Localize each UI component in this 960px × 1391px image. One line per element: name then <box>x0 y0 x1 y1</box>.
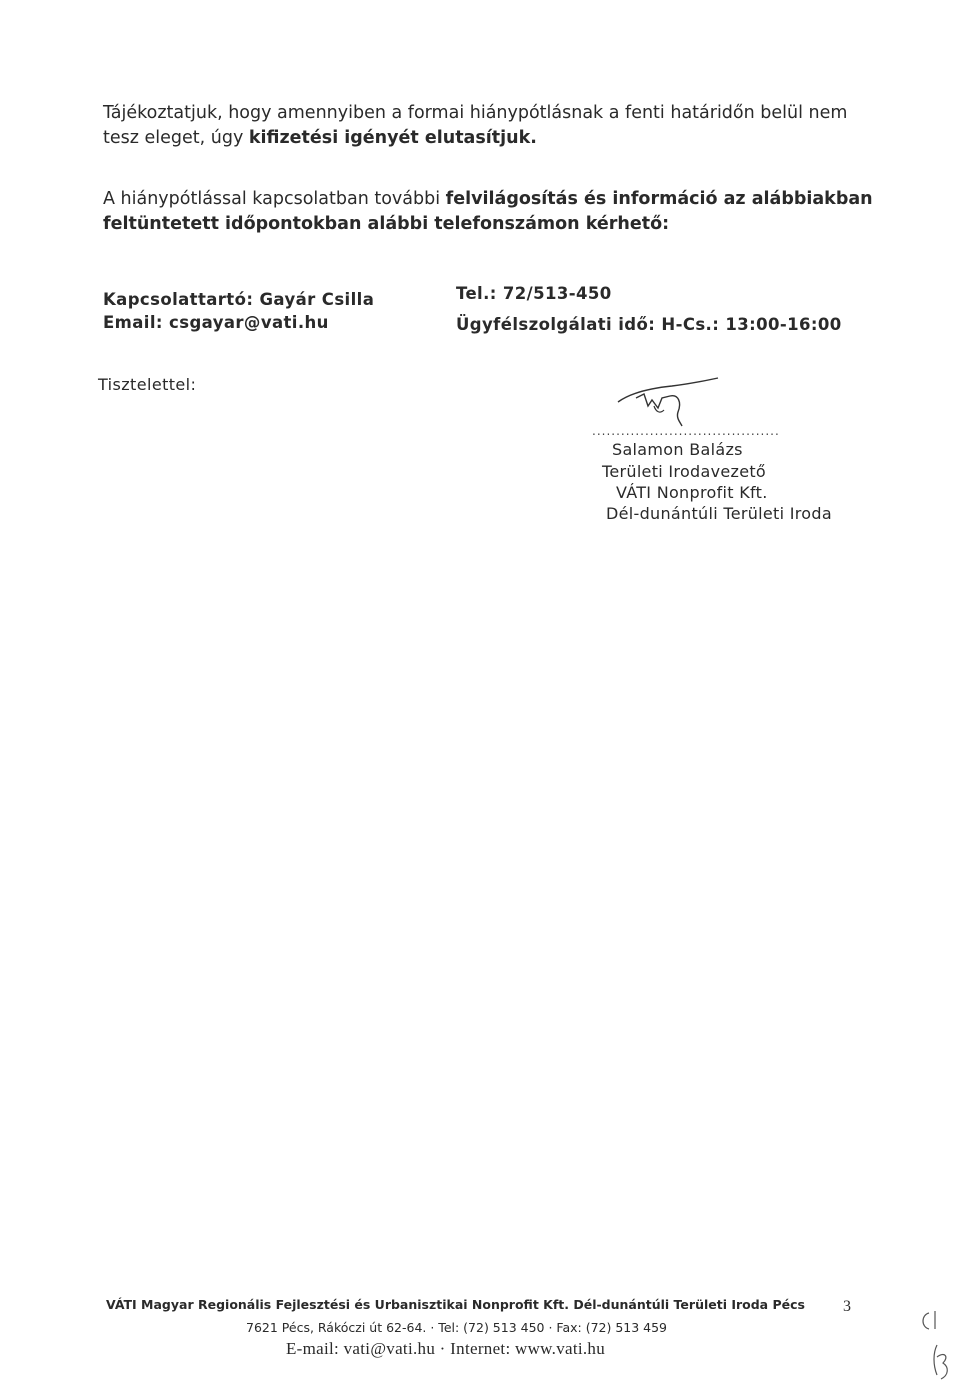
paragraph-1-line-1: Tájékoztatjuk, hogy amennyiben a formai hiánypótlásnak a fenti határidőn belül nem <box>103 103 848 123</box>
signer-title: Területi Irodavezető <box>602 462 767 481</box>
paragraph-1-line-2 <box>103 126 893 151</box>
contact-phone: Tel.: 72/513-450 <box>456 284 612 303</box>
signature-line: ....................................... <box>592 424 780 438</box>
contact-person: Kapcsolattartó: Gayár Csilla <box>103 290 375 309</box>
paragraph-1-line-2-text: tesz eleget, úgy <box>103 128 249 148</box>
footer-organization: VÁTI Magyar Regionális Fejlesztési és Urbanisztikai Nonprofit Kft. Dél-dunántúli Területi Iroda Pécs <box>106 1297 805 1312</box>
contact-hours: Ügyfélszolgálati idő: H-Cs.: 13:00-16:00 <box>456 315 842 334</box>
closing-salutation: Tisztelettel: <box>98 375 197 394</box>
signer-office: Dél-dunántúli Területi Iroda <box>606 504 832 523</box>
paragraph-2-line-1 <box>103 187 893 212</box>
paragraph-2-line-1-text: A hiánypótlással kapcsolatban további <box>103 189 446 209</box>
page-number: 3 <box>843 1298 851 1315</box>
signer-name: Salamon Balázs <box>612 440 743 459</box>
footer-contact: E-mail: vati@vati.hu · Internet: www.vati.hu <box>286 1339 606 1358</box>
paragraph-2-line-2: feltüntetett időpontokban alábbi telefonszámon kérhető: <box>103 214 670 234</box>
signer-organization: VÁTI Nonprofit Kft. <box>616 483 768 502</box>
footer-address: 7621 Pécs, Rákóczi út 62-64. · Tel: (72) 513 450 · Fax: (72) 513 459 <box>246 1320 668 1335</box>
rejection-notice: kifizetési igényét elutasítjuk. <box>248 128 537 148</box>
handwritten-initials <box>915 1305 955 1385</box>
paragraph-1 <box>103 101 893 151</box>
contact-email: Email: csgayar@vati.hu <box>103 313 329 332</box>
paragraph-2 <box>103 187 893 237</box>
handwritten-signature <box>592 372 732 432</box>
info-emphasis: felvilágosítás és információ az alábbiakban <box>445 189 873 209</box>
